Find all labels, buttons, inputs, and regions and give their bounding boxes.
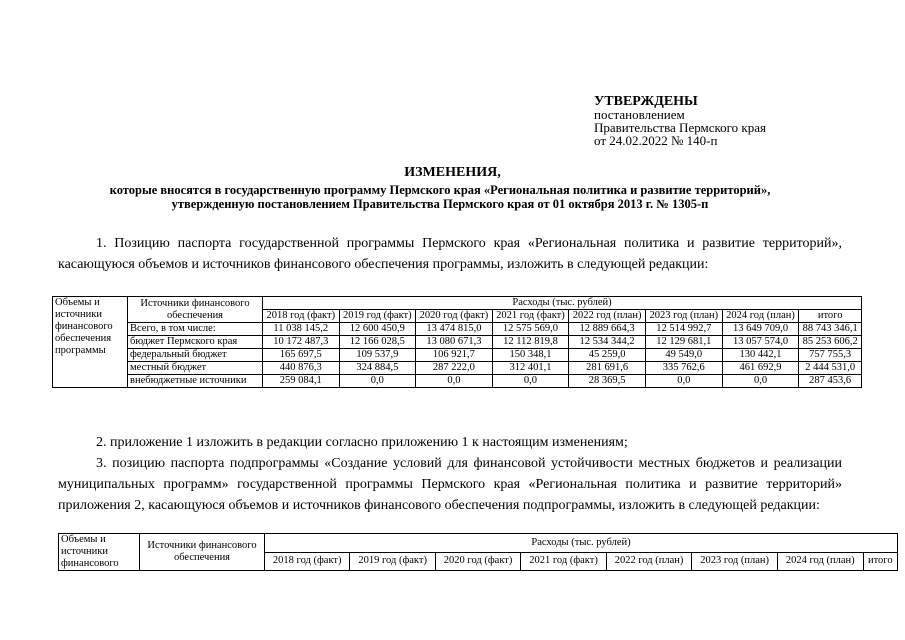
table1-year-header: 2020 год (факт) <box>416 310 493 323</box>
table2-year-header: 2018 год (факт) <box>265 552 350 571</box>
cell-value: 0,0 <box>416 375 493 388</box>
table1-col2-header: Источники финансового обеспечения <box>128 297 263 323</box>
cell-value: 28 369,5 <box>569 375 646 388</box>
table1-total-header: итого <box>799 310 862 323</box>
table1-year-header: 2019 год (факт) <box>339 310 416 323</box>
cell-value: 106 921,7 <box>416 349 493 362</box>
cell-value: 165 697,5 <box>263 349 340 362</box>
paragraph-3: 3. позицию паспорта подпрограммы «Создание условий для финансовой устойчивости местных бюджетов и реализации муниципальных программ» государственной программы Пермского края «Региональная политика и развитие территорий» приложения 2, касающуюся объемов и источников финансового обеспечения подпрограммы, изложить в следующей редакции: <box>58 456 842 513</box>
cell-value: 49 549,0 <box>645 349 722 362</box>
table2-year-header: 2023 год (план) <box>692 552 778 571</box>
cell-value: 13 474 815,0 <box>416 323 493 336</box>
cell-value: 287 453,6 <box>799 375 862 388</box>
table1-year-header: 2024 год (план) <box>722 310 799 323</box>
cell-value: 109 537,9 <box>339 349 416 362</box>
cell-value: 0,0 <box>645 375 722 388</box>
table-row <box>53 375 862 388</box>
cell-value: 13 649 709,0 <box>722 323 799 336</box>
cell-value: 13 057 574,0 <box>722 336 799 349</box>
table1-year-header: 2018 год (факт) <box>263 310 340 323</box>
cell-value: 10 172 487,3 <box>263 336 340 349</box>
row-label: местный бюджет <box>128 362 263 375</box>
approval-line-2: Правительства Пермского края <box>594 120 766 135</box>
approval-block <box>594 95 766 147</box>
table2-year-header: 2021 год (факт) <box>521 552 606 571</box>
cell-value: 757 755,3 <box>799 349 862 362</box>
cell-value: 12 600 450,9 <box>339 323 416 336</box>
approval-line-3: от 24.02.2022 № 140-п <box>594 133 718 148</box>
table2-year-header: 2019 год (факт) <box>350 552 435 571</box>
table2-col1-header: Объемы и источники финансового <box>59 534 140 571</box>
cell-value: 0,0 <box>492 375 569 388</box>
cell-value: 11 038 145,2 <box>263 323 340 336</box>
table1-expenses-header: Расходы (тыс. рублей) <box>263 297 862 310</box>
row-label: Всего, в том числе: <box>128 323 263 336</box>
cell-value: 335 762,6 <box>645 362 722 375</box>
cell-value: 287 222,0 <box>416 362 493 375</box>
row-label: федеральный бюджет <box>128 349 263 362</box>
cell-value: 461 692,9 <box>722 362 799 375</box>
cell-value: 12 889 664,3 <box>569 323 646 336</box>
funding-table-program <box>52 296 862 388</box>
cell-value: 440 876,3 <box>263 362 340 375</box>
cell-value: 12 534 344,2 <box>569 336 646 349</box>
table2-year-header: 2022 год (план) <box>606 552 692 571</box>
table1-year-header: 2022 год (план) <box>569 310 646 323</box>
cell-value: 12 112 819,8 <box>492 336 569 349</box>
funding-table-subprogram <box>58 533 898 571</box>
cell-value: 150 348,1 <box>492 349 569 362</box>
cell-value: 45 259,0 <box>569 349 646 362</box>
table1-year-header: 2021 год (факт) <box>492 310 569 323</box>
cell-value: 130 442,1 <box>722 349 799 362</box>
cell-value: 0,0 <box>339 375 416 388</box>
cell-value: 0,0 <box>722 375 799 388</box>
cell-value: 259 084,1 <box>263 375 340 388</box>
cell-value: 12 166 028,5 <box>339 336 416 349</box>
table-row <box>53 349 862 362</box>
table2-expenses-header: Расходы (тыс. рублей) <box>265 534 898 553</box>
table-row <box>53 323 862 336</box>
cell-value: 324 884,5 <box>339 362 416 375</box>
table1-col1-header: Объемы и источники финансового обеспечения программы <box>53 297 128 388</box>
paragraph-1: 1. Позицию паспорта государственной программы Пермского края «Региональная политика и развитие территорий», касающуюся объемов и источников финансового обеспечения программы, изложить в следующей редакции: <box>58 236 842 272</box>
table2-year-header: 2024 год (план) <box>777 552 863 571</box>
table2-year-header: 2020 год (факт) <box>435 552 520 571</box>
cell-value: 12 575 569,0 <box>492 323 569 336</box>
cell-value: 281 691,6 <box>569 362 646 375</box>
approval-heading: УТВЕРЖДЕНЫ <box>594 94 698 109</box>
approval-line-1: постановлением <box>594 107 685 122</box>
row-label: бюджет Пермского края <box>128 336 263 349</box>
document-title: ИЗМЕНЕНИЯ, <box>404 165 501 180</box>
cell-value: 88 743 346,1 <box>799 323 862 336</box>
cell-value: 2 444 531,0 <box>799 362 862 375</box>
cell-value: 13 080 671,3 <box>416 336 493 349</box>
cell-value: 12 514 992,7 <box>645 323 722 336</box>
table1-year-header: 2023 год (план) <box>645 310 722 323</box>
table2-col2-header: Источники финансового обеспечения <box>140 534 265 571</box>
table-row <box>53 362 862 375</box>
cell-value: 12 129 681,1 <box>645 336 722 349</box>
cell-value: 85 253 606,2 <box>799 336 862 349</box>
cell-value: 312 401,1 <box>492 362 569 375</box>
table2-total-header: итого <box>863 552 897 571</box>
paragraph-2: 2. приложение 1 изложить в редакции согласно приложению 1 к настоящим изменениям; <box>96 435 628 450</box>
document-subtitle: которые вносятся в государственную программу Пермского края «Региональная политика и развитие территорий», утвержденную постановлением Правительства Пермского края от 01 октября 2013 г. № 1305-п <box>109 183 771 211</box>
row-label: внебюджетные источники <box>128 375 263 388</box>
table-row <box>53 336 862 349</box>
